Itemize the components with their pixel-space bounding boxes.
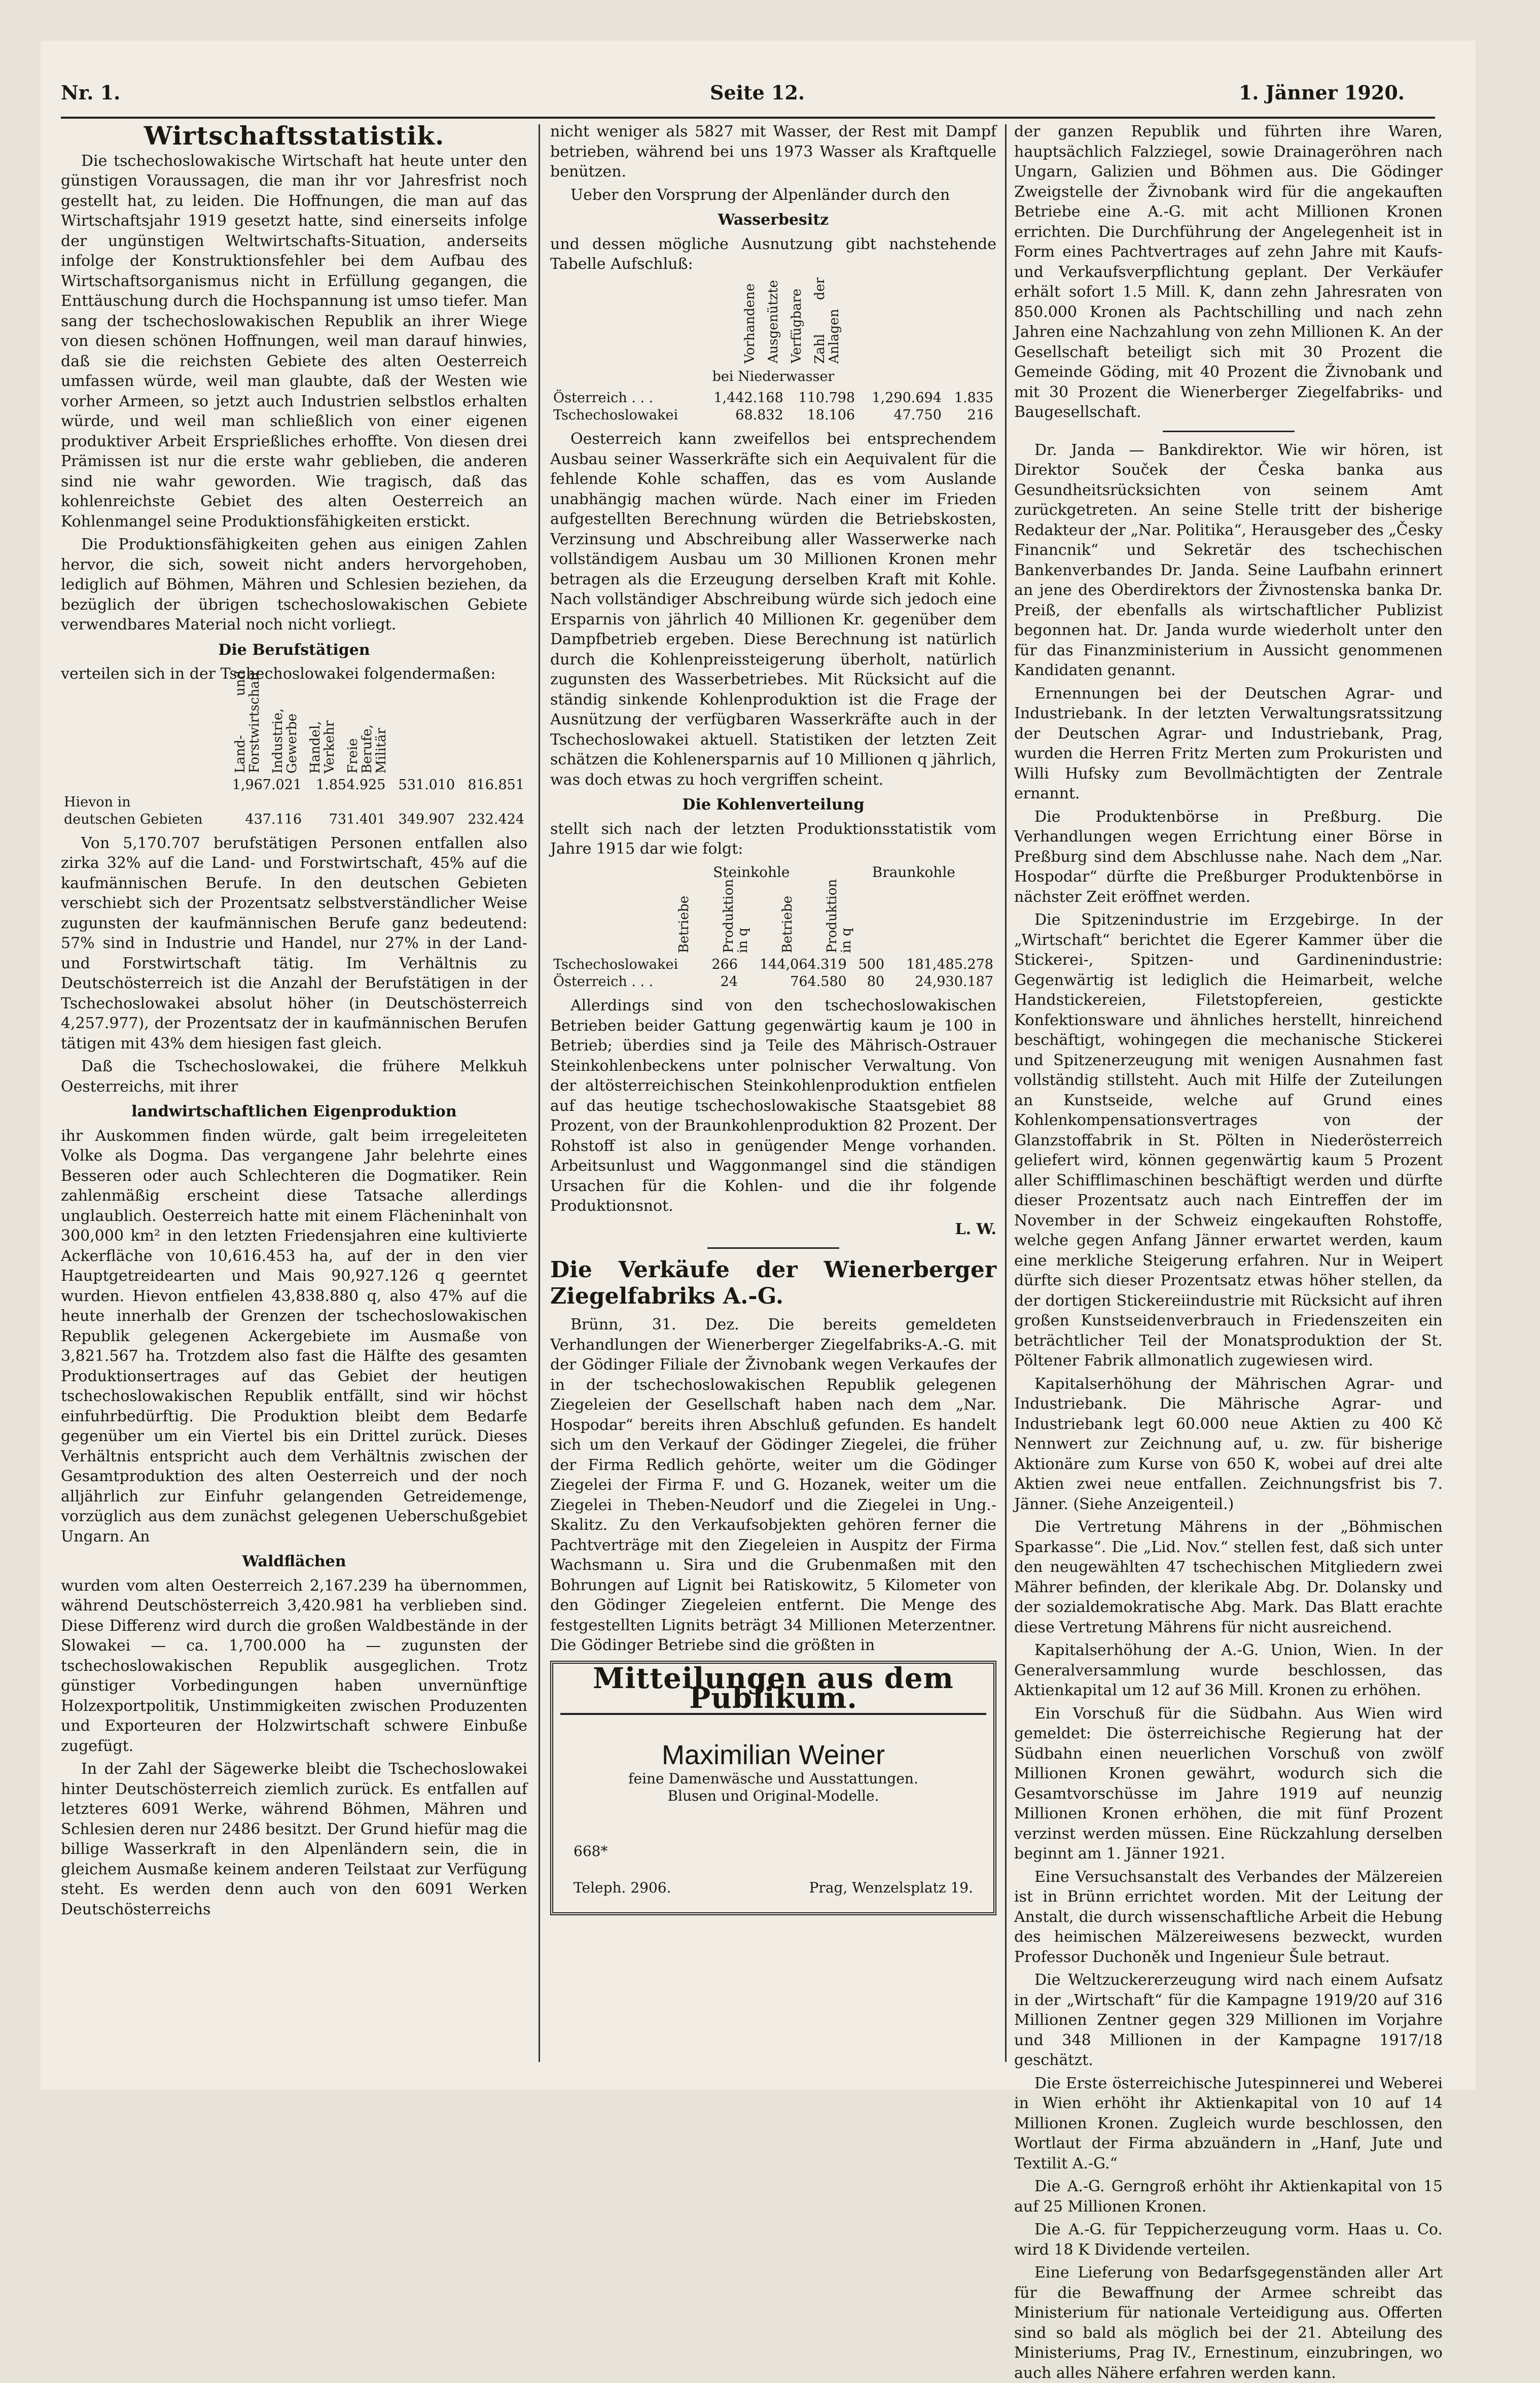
table-header bbox=[550, 879, 996, 953]
ad-company-name: Maximilian Weiner bbox=[661, 1739, 885, 1770]
table-cell: 80 bbox=[867, 974, 885, 990]
paragraph: In der Zahl der Sägewerke bleibt die Tschechoslowakei hinter Deutschösterreich ziemlich zurück. Es entfallen auf letzteres 6091 Werke, während Böhmen, Mähren und Schlesien deren nur 2486 besitzt. Der Grund hiefür mag die billige Wasserkraft in den Alpenländern sein, die in gleichem Ausmaße keinem anderen Teilstaat zur Verfügung steht. Es werden denn auch von den 6091 Werken Deutschösterreichs bbox=[61, 1760, 527, 1918]
paragraph: Ueber den Vorsprung der Alpenländer durch den bbox=[570, 186, 950, 204]
table-row bbox=[550, 956, 996, 973]
news-item: Kapitalserhöhung der Mährischen Agrar- und Industriebank. Die Mährische Agrar- und Industriebank legt 60.000 neue Aktien zu 400 Kč Nennwert zur Zeichnung auf, u. zw. für bisherige Aktionäre zum Kurse von 650 K, wobei auf drei alte Aktien zwei neue entfallen. Zeichnungsfrist bis 7. Jänner. (Siehe Anzeigenteil.) bbox=[1014, 1375, 1443, 1513]
paragraph: Oesterreich kann zweifellos bei entsprechendem Ausbau seiner Wasserkräfte sich ein Aequivalent für die fehlende Kohle schaffen, das es vom Auslande unabhängig machen würde. Nach einer im Frieden aufgestellten Berechnung würden die Betriebskosten, Verzinsung und Abschreibung aller Wasserwerke nach vollständigem Ausbau um 30 Millionen Kronen mehr betragen als die Erzeugung derselben Kraft mit Kohle. Nach vollständiger Abschreibung würde sich jedoch eine Ersparnis von jährlich 40 Millionen Kr. gegenüber dem Dampfbetrieb ergeben. Diese Berechnung ist natürlich durch die Kohlenpreissteigerung überholt, natürlich zugunsten des Wasserbetriebes. Mit Rücksicht auf die ständig sinkende Kohlenproduktion ist die Frage der Ausnützung der verfügbaren Wasserkräfte auch in der Tschechoslowakei aktuell. Statistiken der letzten Zeit schätzen die Kohlenersparnis auf 10 Millionen q jährlich, was doch etwas zu hoch vergriffen scheint. bbox=[550, 430, 996, 789]
group-label: Steinkohle bbox=[713, 863, 790, 881]
paragraph: Allerdings sind von den tschechoslowakischen Betrieben beider Gattung gegenwärtig kaum je 100 in Betrieb; überdies sind ja Teile des Mährisch-Ostrauer Steinkohlenbeckens unter polnischer Verwaltung. Von der altösterreichischen Steinkohlenproduktion entfielen auf das heutige tschechoslowakische Staatsgebiet 88 Prozent, von der Braunkohlenproduktion 82 Prozent. Der Rohstoff ist also in genügender Menge vorhanden. Arbeitsunlust und Waggonmangel sind die ständigen Ursachen für die Kohlen- und die ihr folgende Produktionsnot. bbox=[550, 997, 996, 1215]
berufe-table bbox=[61, 777, 527, 828]
table-cell: Österreich . . . bbox=[553, 390, 654, 406]
paragraph: ihr Auskommen finden würde, galt beim irregeleiteten Volke als Dogma. Das vergangene Jahr belehrte eines Besseren oder auch Schlechteren die Dogmatiker. Rein zahlenmäßig erscheint diese Tatsache allerdings unglaublich. Oesterreich hatte mit einem Flächeninhalt von 300,000 km² in den letzten Friedensjahren eine kultivierte Ackerfläche von 10,616.453 ha, auf der in den vier Hauptgetreidearten und Mais 90,927.126 q geerntet wurden. Hievon entfielen 43,838.880 q, also 47% auf die heute innerhalb der Grenzen der tschechoslowakischen Republik gelegenen Ackergebiete im Ausmaße von 3,821.567 ha. Trotzdem also fast die Hälfte des gesamten Produktionsertrages auf das Gebiet der heutigen tschechoslowakischen Republik entfällt, sind wir höchst einfuhrbedürftig. Die Produktion bleibt dem Bedarfe gegenüber um ein Viertel bis ein Drittel zurück. Dieses Verhältnis entspricht auch dem Verhältnis zwischen der Gesamtproduktion des alten Oesterreich und der noch alljährlich zur Einfuhr gelangenden Getreidemenge, vorzüglich aus dem zunächst gelegenen Ueberschußgebiet Ungarn. An bbox=[61, 1127, 527, 1546]
news-item: Dr. Janda — Bankdirektor. Wie wir hören, ist Direktor Souček der Česka banka aus Gesundheitsrücksichten von seinem Amt zurückgetreten. An seine Stelle tritt der bisherige Redakteur der „Nar. Politika“, Herausgeber des „Česky Financnik“ und Sekretär des tschechischen Bankenverbandes Dr. Janda. Seine Laufbahn erinnert an jene des Oberdirektors der Živnostenska banka Dr. Preiß, der ebenfalls als wirtschaftlicher Publizist begonnen hat. Dr. Janda wurde wiederholt unter den für das Finanzministerium in Aussicht genommenen Kandidaten genannt. bbox=[1014, 441, 1443, 679]
article-title: Die Verkäufe der Wienerberger Ziegelfabriks A.-G. bbox=[550, 1257, 996, 1309]
table-group-header bbox=[550, 862, 996, 883]
ad-code: 668* bbox=[574, 1842, 608, 1860]
advertisement bbox=[550, 1661, 996, 1915]
column-header: Ausgenützte bbox=[766, 280, 781, 364]
ad-address: Prag, Wenzelsplatz 19. bbox=[809, 1879, 973, 1896]
column-separator bbox=[1005, 124, 1007, 2062]
table-cell: 437.116 bbox=[245, 811, 302, 827]
page-header bbox=[61, 81, 1435, 112]
section-heading: Die Berufstätigen bbox=[218, 641, 370, 659]
paragraph: der ganzen Republik und führten ihre Waren, hauptsächlich Falzziegel, sowie Drainageröhren nach Ungarn, Galizien und Böhmen aus. Die Gödinger Zweigstelle der Živnobank wird für die angekauften Betriebe eine A.-G. mit acht Millionen Kronen errichten. Die Durchführung der Angelegenheit ist in Form eines Pachtvertrages auf zehn Jahre mit Kaufs- und Verkaufsverpflichtung geplant. Der Verkäufer erhält sofort 1.5 Mill. K, dann zehn Jahresraten von 850.000 Kronen als Pachtschilling und nach zehn Jahren eine Nachzahlung von zehn Millionen K. An der Gesellschaft beteiligt sich mit 30 Prozent die Gemeinde Göding, mit 40 Prozent die Živnobank und mit 30 Prozent die Wienerberger Ziegelfabriks- und Baugesellschaft. bbox=[1014, 123, 1443, 421]
table-row bbox=[61, 777, 527, 794]
section-divider bbox=[1163, 431, 1295, 432]
table-cell: 531.010 bbox=[398, 777, 455, 793]
table-cell: Österreich . . . bbox=[553, 974, 654, 990]
news-item: Die Weltzuckererzeugung wird nach einem Aufsatz in der „Wirtschaft“ für die Kampagne 1919/20 auf 316 Millionen Zentner gegen 329 Millionen im Vorjahre und 348 Millionen in der Kampagne 1917/18 geschätzt. bbox=[1014, 1971, 1443, 2069]
table-cell: 181,485.278 bbox=[906, 957, 993, 972]
news-item: Ein Vorschuß für die Südbahn. Aus Wien wird gemeldet: Die österreichische Regierung hat der Südbahn einen neuerlichen Vorschuß von zwölf Millionen Kronen gewährt, wodurch sich die Gesamtvorschüsse im Jahre 1919 auf neunzig Millionen Kronen erhöhen, die mit fünf Prozent verzinst werden müssen. Eine Rückzahlung derselben beginnt am 1. Jänner 1921. bbox=[1014, 1704, 1443, 1863]
table-cell: Hievon in bbox=[64, 794, 131, 810]
column-header: Betriebe bbox=[676, 895, 692, 953]
table-cell: 68.832 bbox=[735, 407, 783, 423]
news-item: Ernennungen bei der Deutschen Agrar- und Industriebank. In der letzten Verwaltungsratssitzung der Deutschen Agrar- und Industriebank, Prag, wurden die Herren Fritz Merten zum Prokuristen und Willi Hufsky zum Bevollmächtigten der Zentrale ernannt. bbox=[1014, 684, 1443, 802]
news-item: Die Produktenbörse in Preßburg. Die Verhandlungen wegen Errichtung einer Börse in Preßburg sind dem Abschlusse nahe. Nach dem „Nar. Hospodar“ dürfte die Preßburger Produktenbörse in nächster Zeit eröffnet werden. bbox=[1014, 808, 1443, 906]
column-header: Industrie, Gewerbe bbox=[270, 708, 300, 774]
column-header: Land- und Forstwirtschaft bbox=[233, 671, 262, 774]
table-row bbox=[550, 973, 996, 991]
table-cell: deutschen Gebieten bbox=[64, 811, 203, 827]
table-cell: 1,967.021 bbox=[232, 777, 302, 793]
table-row bbox=[61, 811, 527, 828]
column-header: Vorhandene bbox=[742, 283, 758, 364]
table-cell: 1.854.925 bbox=[315, 777, 386, 793]
table-row bbox=[61, 794, 527, 811]
column-3 bbox=[1014, 122, 1443, 2382]
section-heading: Die Kohlenverteilung bbox=[682, 796, 865, 814]
news-item: Eine Versuchsanstalt des Verbandes der Mälzereien ist in Brünn errichtet worden. Mit der Leitung der Anstalt, die durch wissenschaftliche Arbeit die Hebung des heimischen Mälzereiwesens bezweckt, wurden Professor Duchoněk und Ingenieur Šule betraut. bbox=[1014, 1868, 1443, 1966]
column-1 bbox=[61, 122, 527, 2070]
column-header: Produktion in q bbox=[721, 879, 750, 953]
section-heading: Wasserbesitz bbox=[718, 211, 829, 229]
table-cell: 500 bbox=[858, 957, 885, 972]
table-cell: 18.106 bbox=[807, 407, 855, 423]
paragraph: und dessen mögliche Ausnutzung gibt nachstehende Tabelle Aufschluß: bbox=[550, 235, 996, 273]
paragraph: Die tschechoslowakische Wirtschaft hat heute unter den günstigen Voraussagen, die man ihr vor Jahresfrist noch gestellt hat, zu leiden. Die Hoffnungen, die man auf das Wirtschaftsjahr 1919 gesetzt hatte, sind einerseits infolge der ungünstigen Weltwirtschafts-Situation, anderseits infolge der Konstruktionsfehler bei dem Aufbau des Wirtschaftsorganismus nicht in Erfüllung gegangen, die Enttäuschung durch die Hochspannung ist umso tiefer. Man sang der tschechoslowakischen Republik an ihrer Wiege von diesen schönen Hoffnungen, weil man darauf hinwies, daß sie die reichsten Gebiete des alten Oesterreich umfassen würde, weil man glaubte, daß der Westen wie vorher Armeen, so jetzt auch Industrien selbstlos erhalten würde, und weil man schließlich von einer eigenen produktiver Arbeit Ersprießliches erhoffte. Von diesen drei Prämissen ist nur die erste wahr geblieben, die anderen sind nie wahr geworden. Wie tragisch, daß das kohlenreichste Gebiet des alten Oesterreich an Kohlenmangel seine Produktionsfähigkeiten erstickt. bbox=[61, 152, 527, 531]
table-cell: 47.750 bbox=[893, 407, 942, 423]
table-cell: 1.835 bbox=[954, 390, 993, 406]
table-cell: 24,930.187 bbox=[915, 974, 993, 990]
news-item: Eine Lieferung von Bedarfsgegenständen aller Art für die Bewaffnung der Armee schreibt das Ministerium für nationale Verteidigung aus. Offerten sind so bald als möglich bei der 21. Abteilung des Ministeriums, Prag IV., Ernestinum, einzubringen, wo auch alles Nähere erfahren werden kann. bbox=[1014, 2264, 1443, 2382]
ad-description: feine Damenwäsche und Ausstattungen. bbox=[628, 1770, 918, 1787]
table-cell: 816.851 bbox=[468, 777, 524, 793]
table-header bbox=[550, 277, 996, 364]
table-cell bbox=[61, 777, 221, 794]
issue-number: Nr. 1. bbox=[61, 81, 121, 104]
column-header: Betriebe bbox=[780, 895, 795, 953]
news-item: Die A.-G. Gerngroß erhöht ihr Aktienkapital von 15 auf 25 Millionen Kronen. bbox=[1014, 2178, 1443, 2216]
section-divider bbox=[707, 1247, 839, 1249]
column-header: Verfügbare bbox=[789, 289, 804, 364]
table-cell: 266 bbox=[711, 957, 738, 972]
column-header: Handel, Verkehr bbox=[308, 720, 337, 774]
wasser-table bbox=[550, 390, 996, 424]
table-cell: 144,064.319 bbox=[760, 957, 847, 972]
paragraph: stellt sich nach der letzten Produktionsstatistik vom Jahre 1915 dar wie folgt: bbox=[550, 820, 996, 858]
paragraph: Von 5,170.707 berufstätigen Personen entfallen also zirka 32% auf die Land- und Forstwirtschaft, 45% auf die kaufmännischen Berufe. In den deutschen Gebieten verschiebt sich der Prozentsatz selbstverständlicher Weise zugunsten der kaufmännischen Berufe ganz bedeutend: 57% sind in Industrie und Handel, nur 27% in der Land- und Forstwirtschaft tätig. Im Verhältnis zu Deutschösterreich ist die Anzahl der Berufstätigen in der Tschechoslowakei absolut höher (in Deutschösterreich 4,257.977), der Prozentsatz der in kaufmännischen Berufen tätigen mit 43% dem hiesigen fast gleich. bbox=[61, 834, 527, 1053]
news-item: Die Spitzenindustrie im Erzgebirge. In der „Wirtschaft“ berichtet die Egerer Kammer über die Stickerei-, Spitzen- und Gardinenindustrie: Gegenwärtig ist lediglich die Heimarbeit, welche Handstickereien, Filetstopfereien, gestickte Konfektionsware und ähnliches herstellt, hinreichend beschäftigt, wohingegen die mechanische Stickerei und Spitzenerzeugung mit wenigen Ausnahmen fast vollständig stillsteht. Auch mit Hilfe der Zuteilungen an Kunstseide, welche auf Grund eines Kohlenkompensationsvertrages von der Glanzstoffabrik in St. Pölten in Niederösterreich geliefert wird, können gegenwärtig kaum 5 Prozent aller Schifflimaschinen beschäftigt werden und dürfte dieser Prozentsatz auch nach Eintreffen der im November in der Schweiz eingekauften Rohstoffe, welche gegen Anfang Jänner erwartet werden, kaum eine merkliche Steigerung erfahren. Nur in Weipert dürfte sich dieser Prozentsatz etwas höher stellen, da der dortigen Stickereiindustrie mit Rücksicht auf ihren großen Kunstseidenverbrauch in Friedenszeiten ein beträchtlicher Teil der Monatsproduktion der St. Pöltener Fabrik allmonatlich zugewiesen wird. bbox=[1014, 911, 1443, 1370]
column-header: Produktion in q bbox=[825, 879, 854, 953]
news-item: Kapitalserhöhung der A.-G. Union, Wien. In der Generalversammlung wurde beschlossen, das Aktienkapital um 12 auf 36 Mill. Kronen zu erhöhen. bbox=[1014, 1641, 1443, 1699]
table-cell: 1,442.168 bbox=[713, 390, 783, 406]
column-header: Freie Berufe, Militär bbox=[345, 724, 389, 774]
table-unit: bei Niederwasser bbox=[712, 368, 835, 384]
issue-date: 1. Jänner 1920. bbox=[1238, 81, 1405, 104]
ad-banner: Mitteilungen aus dem Publikum. bbox=[560, 1669, 986, 1715]
table-cell: Tschechoslowakei bbox=[553, 957, 678, 972]
column-header: Zahl der Anlagen bbox=[812, 277, 842, 364]
table-cell: 731.401 bbox=[329, 811, 386, 827]
author-signature: L. W. bbox=[955, 1220, 996, 1238]
ad-phone: Teleph. 2906. bbox=[574, 1879, 671, 1896]
table-cell: 110.798 bbox=[798, 390, 855, 406]
section-heading: landwirtschaftlichen Eigenproduktion bbox=[131, 1103, 457, 1120]
kohle-table bbox=[550, 956, 996, 991]
article-title: Wirtschaftsstatistik. bbox=[144, 121, 445, 151]
news-item: Die Erste österreichische Jutespinnerei und Weberei in Wien erhöht ihr Aktienkapital von 10 auf 14 Millionen Kronen. Zugleich wurde beschlossen, den Wortlaut der Firma abzuändern in „Hanf, Jute und Textilit A.-G.“ bbox=[1014, 2074, 1443, 2172]
table-cell: 232.424 bbox=[468, 811, 524, 827]
news-item: Die Vertretung Mährens in der „Böhmischen Sparkasse“. Die „Lid. Nov.“ stellen fest, daß sich unter den neugewählten 47 tschechischen Mitgliedern zwei Mährer befinden, der klerikale Abg. Dr. Dolansky und der sozialdemokratische Abg. Mark. Das Blatt erachte diese Vertretung Mährens für nicht ausreichend. bbox=[1014, 1518, 1443, 1636]
table-cell: 24 bbox=[720, 974, 738, 990]
table-cell: 216 bbox=[967, 407, 993, 423]
column-2 bbox=[550, 122, 996, 2070]
table-row bbox=[550, 407, 996, 424]
table-cell: Tschechoslowakei bbox=[553, 407, 678, 423]
paragraph: Daß die Tschechoslowakei, die frühere Melkkuh Oesterreichs, mit ihrer bbox=[61, 1058, 527, 1096]
paragraph: verteilen sich in der Tschechoslowakei folgendermaßen: bbox=[61, 665, 496, 683]
table-cell: 764.580 bbox=[790, 974, 847, 990]
paragraph: Brünn, 31. Dez. Die bereits gemeldeten Verhandlungen der Wienerberger Ziegelfabriks-A.-G. mit der Gödinger Filiale der Živnobank wegen Verkaufes der in der tschechoslowakischen Republik gelegenen Ziegeleien der Gesellschaft haben nach dem „Nar. Hospodar“ bereits ihren Abschluß gefunden. Es handelt sich um den Verkauf der Gödinger Ziegelei, die früher der Firma Redlich gehörte, weiter um die Gödinger Ziegelei der Firma F. und G. Hozanek, weiter um die Ziegelei in Theben-Neudorf und die Ziegelei in Ung.-Skalitz. Zu den Verkaufsobjekten gehören ferner die Pachtverträge mit den Ziegeleien in Auspitz der Firma Wachsmann u. Sira und die Grubenmaßen mit den Bohrungen auf Lignit bei Ratiskowitz, 5 Kilometer von den Gödinger Ziegeleien entfernt. Die Menge des festgestellten Lignits beträgt 34 Millionen Meterzentner. Die Gödinger Betriebe sind die größten in bbox=[550, 1316, 996, 1654]
news-item: Die A.-G. für Teppicherzeugung vorm. Haas u. Co. wird 18 K Dividende verteilen. bbox=[1014, 2221, 1443, 2259]
header-rule bbox=[61, 117, 1435, 119]
table-cell: 1,290.694 bbox=[872, 390, 942, 406]
column-separator bbox=[539, 124, 540, 2062]
section-heading: Waldflächen bbox=[242, 1553, 346, 1570]
group-label: Braunkohle bbox=[872, 863, 955, 881]
table-cell: 349.907 bbox=[398, 811, 455, 827]
paragraph: Die Produktionsfähigkeiten gehen aus einigen Zahlen hervor, die sich, soweit nicht anders hervorgehoben, lediglich auf Böhmen, Mähren und Schlesien beziehen, da bezüglich der übrigen tschechoslowakischen Gebiete verwendbares Material noch nicht vorliegt. bbox=[61, 536, 527, 634]
paragraph: nicht weniger als 5827 mit Wasser, der Rest mit Dampf betrieben, während bei uns 1973 Wasser als Kraftquelle benützen. bbox=[550, 123, 996, 181]
paragraph: wurden vom alten Oesterreich 2,167.239 ha übernommen, während Deutschösterreich 3,420.981 ha verblieben sind. Diese Differenz wird durch die großen Waldbestände in der Slowakei — ca. 1,700.000 ha — zugunsten der tschechoslowakischen Republik ausgeglichen. Trotz günstiger Vorbedingungen haben unvernünftige Holzexportpolitik, Unstimmigkeiten zwischen Produzenten und Exporteuren der Holzwirtschaft schwere Einbuße zugefügt. bbox=[61, 1576, 527, 1755]
page-number: Seite 12. bbox=[710, 81, 805, 104]
table-row bbox=[550, 390, 996, 407]
ad-description: Blusen und Original-Modelle. bbox=[667, 1788, 879, 1804]
